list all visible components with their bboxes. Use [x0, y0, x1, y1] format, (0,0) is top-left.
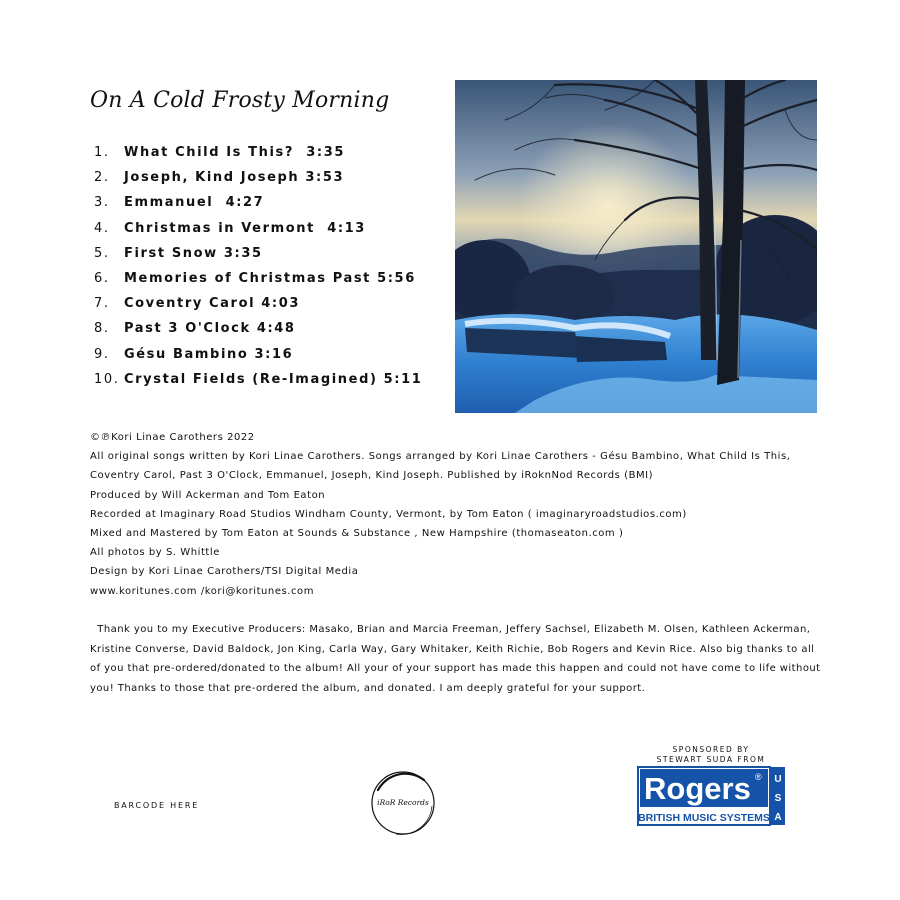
producer-credit: Produced by Will Ackerman and Tom Eaton [90, 489, 326, 501]
track-list [94, 140, 422, 392]
track-item [94, 165, 422, 190]
track-title: Gésu Bambino 3:16 [124, 346, 294, 362]
mixing-credit: Mixed and Mastered by Tom Eaton at Sounds & Substance , New Hampshire (thomaseaton.com ) [90, 528, 624, 540]
track-title: First Snow 3:35 [124, 245, 263, 261]
track-number: 1. [94, 145, 110, 161]
thanks-paragraph [90, 620, 828, 698]
track-title: Joseph, Kind Joseph 3:53 [124, 170, 345, 186]
track-title: Past 3 O'Clock 4:48 [124, 321, 296, 337]
copyright-line: ©℗Kori Linae Carothers 2022 [90, 432, 255, 443]
sponsor-text [636, 745, 786, 764]
track-title: Memories of Christmas Past 5:56 [124, 271, 416, 287]
track-item [94, 266, 422, 291]
sponsor-line-2: STEWART SUDA FROM [656, 754, 766, 764]
track-title: Crystal Fields (Re-Imagined) 5:11 [124, 371, 423, 387]
track-number: 8. [94, 321, 110, 337]
label-circle-logo [366, 768, 440, 838]
track-title: Coventry Carol 4:03 [124, 296, 301, 312]
usa-letter-a: A [774, 812, 782, 823]
design-credit: Design by Kori Linae Carothers/TSI Digital Media [90, 566, 359, 578]
track-number: 5. [94, 245, 110, 261]
rogers-brand-text: Rogers [644, 771, 751, 806]
recording-credit: Recorded at Imaginary Road Studios Windham County, Vermont, by Tom Eaton ( imaginaryroadstudios.com) [90, 508, 687, 520]
album-title: On A Cold Frosty Morning [90, 88, 390, 113]
usa-letter-s: S [774, 793, 782, 804]
track-title: Christmas in Vermont 4:13 [124, 220, 366, 236]
registered-mark: ® [755, 772, 762, 782]
track-number: 6. [94, 271, 110, 287]
snowy-forest-photo [455, 80, 817, 413]
track-item [94, 367, 422, 392]
credits [90, 428, 830, 601]
track-number: 9. [94, 346, 110, 362]
track-item [94, 291, 422, 316]
barcode-placeholder: BARCODE HERE [114, 801, 200, 810]
track-title: What Child Is This? 3:35 [124, 145, 345, 161]
track-item [94, 241, 422, 266]
track-number: 4. [94, 220, 110, 236]
sponsor-line-1: SPONSORED BY [672, 745, 750, 754]
rogers-tagline: BRITISH MUSIC SYSTEMS [638, 812, 770, 824]
track-number: 2. [94, 170, 110, 186]
thanks-text: Thank you to my Executive Producers: Masako, Brian and Marcia Freeman, Jeffery Sachsel, Elizabeth M. Olsen, Kathleen Ackerman, Kristine Converse, David Baldock, Jon King, Carla Way, Gary Whitaker, Keith Richie, Bob Rogers and Kevin Rice. Also big thanks to all of you that pre-ordered/donated to the album! All your of your support has made this happen and could not have come to life without you! Thanks to those that pre-ordered the album, and donated. I am deeply grateful for your support. [90, 624, 821, 694]
track-number: 10. [94, 371, 120, 387]
track-item [94, 216, 422, 241]
usa-letter-u: U [774, 774, 782, 785]
track-item [94, 342, 422, 367]
track-item [94, 190, 422, 215]
songs-credit: All original songs written by Kori Linae Carothers. Songs arranged by Kori Linae Carothers - Gésu Bambino, What Child Is This, Coventry Carol, Past 3 O'Clock, Emmanuel, Joseph, Kind Joseph. Published by iRoknNod Records (BMI) [90, 451, 791, 482]
track-item [94, 316, 422, 341]
track-number: 3. [94, 195, 110, 211]
track-item [94, 140, 422, 165]
photo-credit: All photos by S. Whittle [90, 547, 220, 559]
track-number: 7. [94, 296, 110, 312]
rogers-logo [637, 766, 786, 826]
track-title: Emmanuel 4:27 [124, 195, 265, 211]
website-link[interactable]: www.koritunes.com /kori@koritunes.com [90, 585, 315, 597]
label-logo-text: iRoR Records [377, 798, 429, 807]
